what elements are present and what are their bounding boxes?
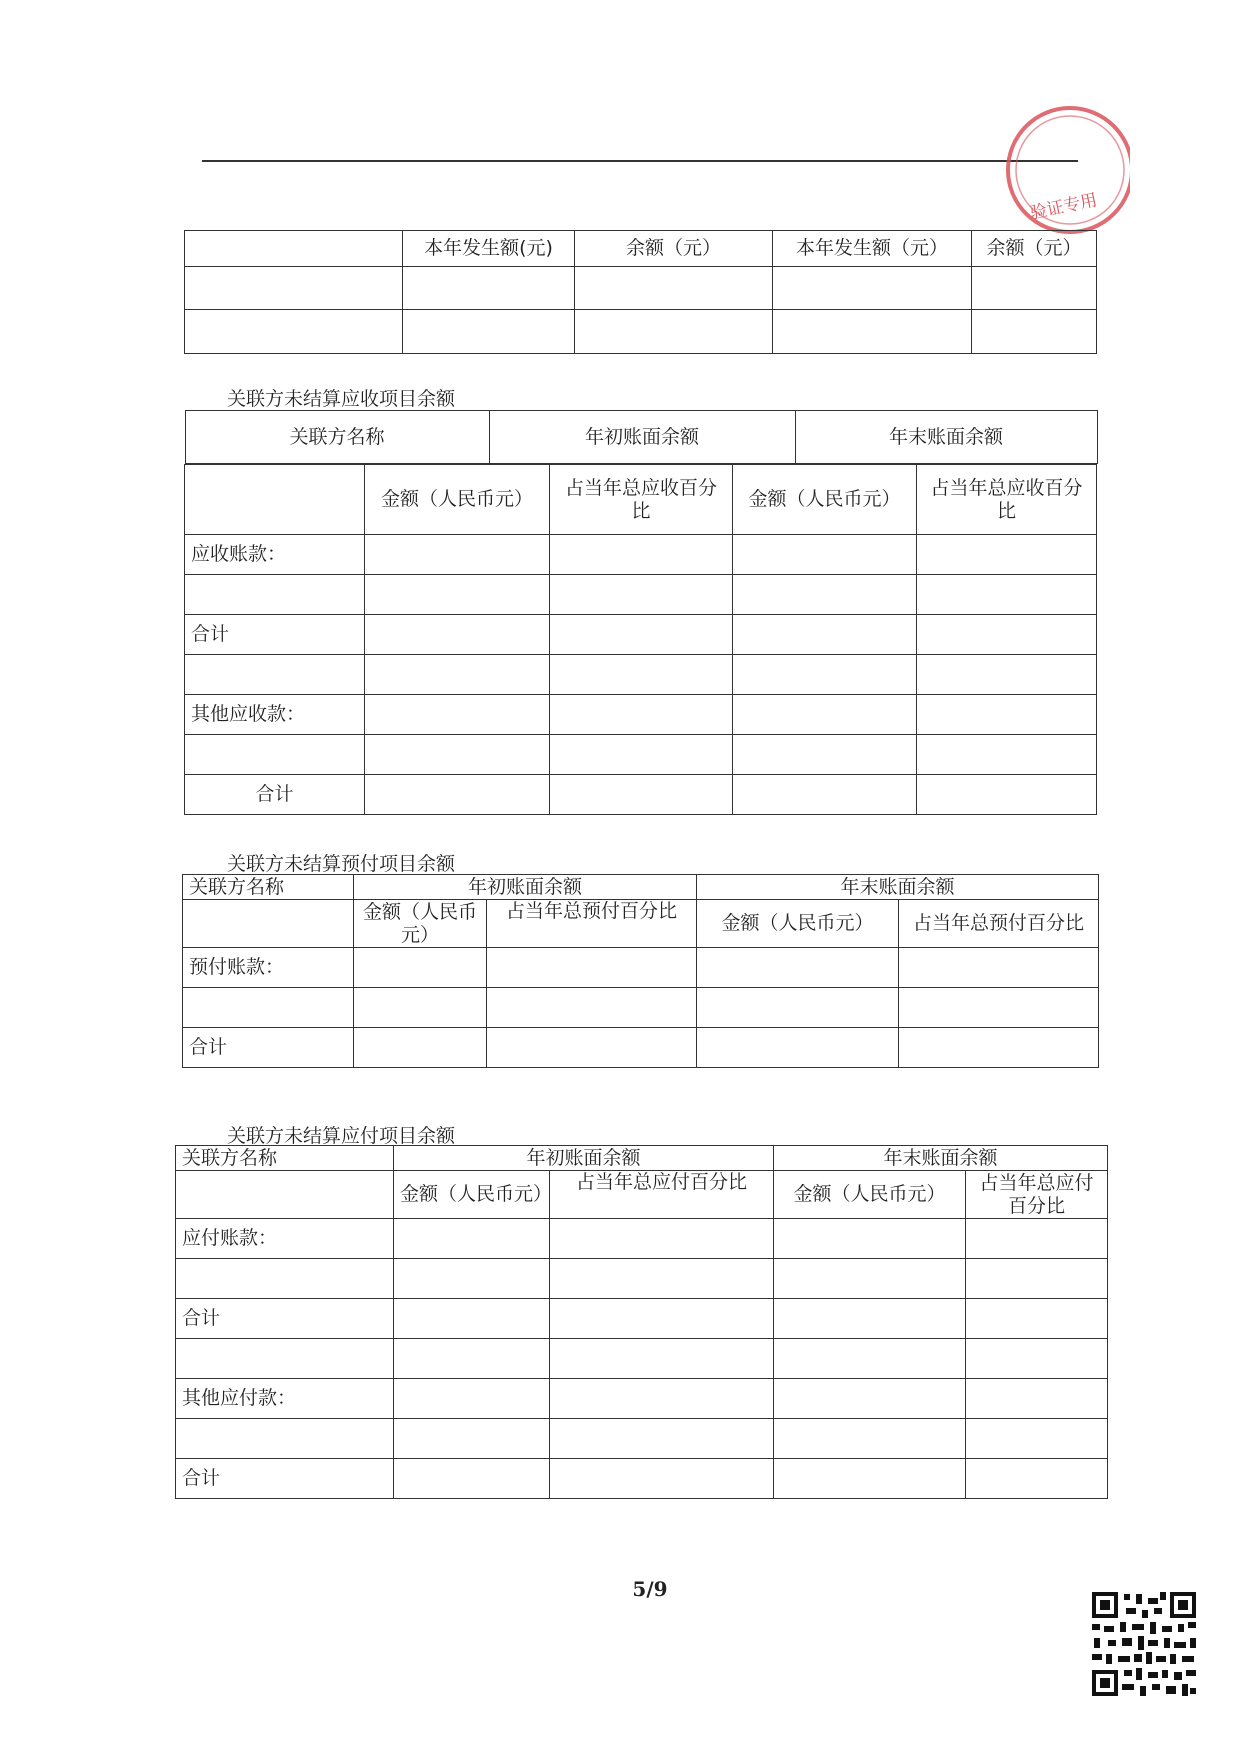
row-label-total: 合计 [185, 615, 365, 655]
top-rule [202, 160, 1078, 162]
prepaid-name-header: 关联方名称 [183, 875, 354, 900]
prepaid-end-header: 年末账面余额 [697, 875, 1099, 900]
table-row [176, 1459, 1108, 1499]
top-header-annual-amount: 本年发生额(元) [403, 231, 575, 267]
table-row [176, 1419, 1108, 1459]
qr-code-icon [1090, 1590, 1198, 1698]
prepaid-begin-pct-header: 占当年总预付百分比 [487, 900, 697, 948]
receivable-table [184, 410, 1097, 815]
payable-begin-pct-header: 占当年总应付百分比 [550, 1171, 774, 1219]
row-label [176, 1259, 394, 1299]
payable-end-amount-header: 金额（人民币元） [774, 1171, 966, 1219]
row-label-total: 合计 [185, 775, 365, 815]
table-row [185, 655, 1097, 695]
row-label-total: 合计 [176, 1299, 394, 1339]
table-row [185, 310, 1097, 354]
table-row [176, 1379, 1108, 1419]
row-label [176, 1339, 394, 1379]
table-row [185, 775, 1097, 815]
receivable-begin-amount-header: 金额（人民币元） [365, 465, 550, 535]
prepaid-begin-amount-header: 金额（人民币元） [354, 900, 487, 948]
prepaid-title: 关联方未结算预付项目余额 [227, 853, 456, 875]
row-label [183, 988, 354, 1028]
receivable-begin-header: 年初账面余额 [489, 411, 795, 464]
table-row [176, 1259, 1108, 1299]
row-label [176, 1419, 394, 1459]
table-row [185, 575, 1097, 615]
prepaid-begin-header: 年初账面余额 [354, 875, 697, 900]
top-header-annual-amount-2: 本年发生额（元） [773, 231, 972, 267]
receivable-end-header: 年末账面余额 [795, 411, 1097, 464]
table-row [176, 1339, 1108, 1379]
row-label [185, 735, 365, 775]
payable-begin-header: 年初账面余额 [394, 1146, 774, 1171]
row-label-total: 合计 [183, 1028, 354, 1068]
row-label: 其他应付款： [176, 1379, 394, 1419]
table-row [185, 615, 1097, 655]
receivable-end-pct-header: 占当年总应收百分比 [917, 465, 1097, 535]
payable-end-pct-header: 占当年总应付百分比 [966, 1171, 1108, 1219]
receivable-end-amount-header: 金额（人民币元） [733, 465, 917, 535]
receivable-title: 关联方未结算应收项目余额 [227, 388, 456, 410]
payable-begin-amount-header: 金额（人民币元） [394, 1171, 550, 1219]
prepaid-end-amount-header: 金额（人民币元） [697, 900, 899, 948]
row-label: 预付账款： [183, 948, 354, 988]
top-header-0 [185, 231, 403, 267]
table-row [183, 988, 1099, 1028]
receivable-begin-pct-header: 占当年总应收百分比 [550, 465, 733, 535]
table-row [185, 535, 1097, 575]
row-label [185, 575, 365, 615]
red-stamp [990, 95, 1130, 235]
receivable-name-header: 关联方名称 [185, 411, 489, 464]
prepaid-end-pct-header: 占当年总预付百分比 [899, 900, 1099, 948]
payable-table [175, 1145, 1108, 1499]
payable-end-header: 年末账面余额 [774, 1146, 1108, 1171]
row-label: 其他应收款： [185, 695, 365, 735]
top-header-balance-2: 余额（元） [972, 231, 1097, 267]
row-label-total: 合计 [176, 1459, 394, 1499]
row-label: 应收账款： [185, 535, 365, 575]
table-row [185, 267, 1097, 310]
payable-title: 关联方未结算应付项目余额 [227, 1125, 456, 1147]
top-header-balance: 余额（元） [575, 231, 773, 267]
stamp-text: 验证专用 [1028, 190, 1100, 224]
row-label [185, 655, 365, 695]
top-table [184, 230, 1097, 354]
prepaid-table [182, 874, 1099, 1068]
table-row [185, 735, 1097, 775]
row-label: 应付账款： [176, 1219, 394, 1259]
table-row [185, 695, 1097, 735]
table-row [183, 948, 1099, 988]
table-row [176, 1219, 1108, 1259]
payable-name-header: 关联方名称 [176, 1146, 394, 1171]
table-row [176, 1299, 1108, 1339]
page-number: 5/9 [632, 1577, 668, 1601]
table-row [183, 1028, 1099, 1068]
